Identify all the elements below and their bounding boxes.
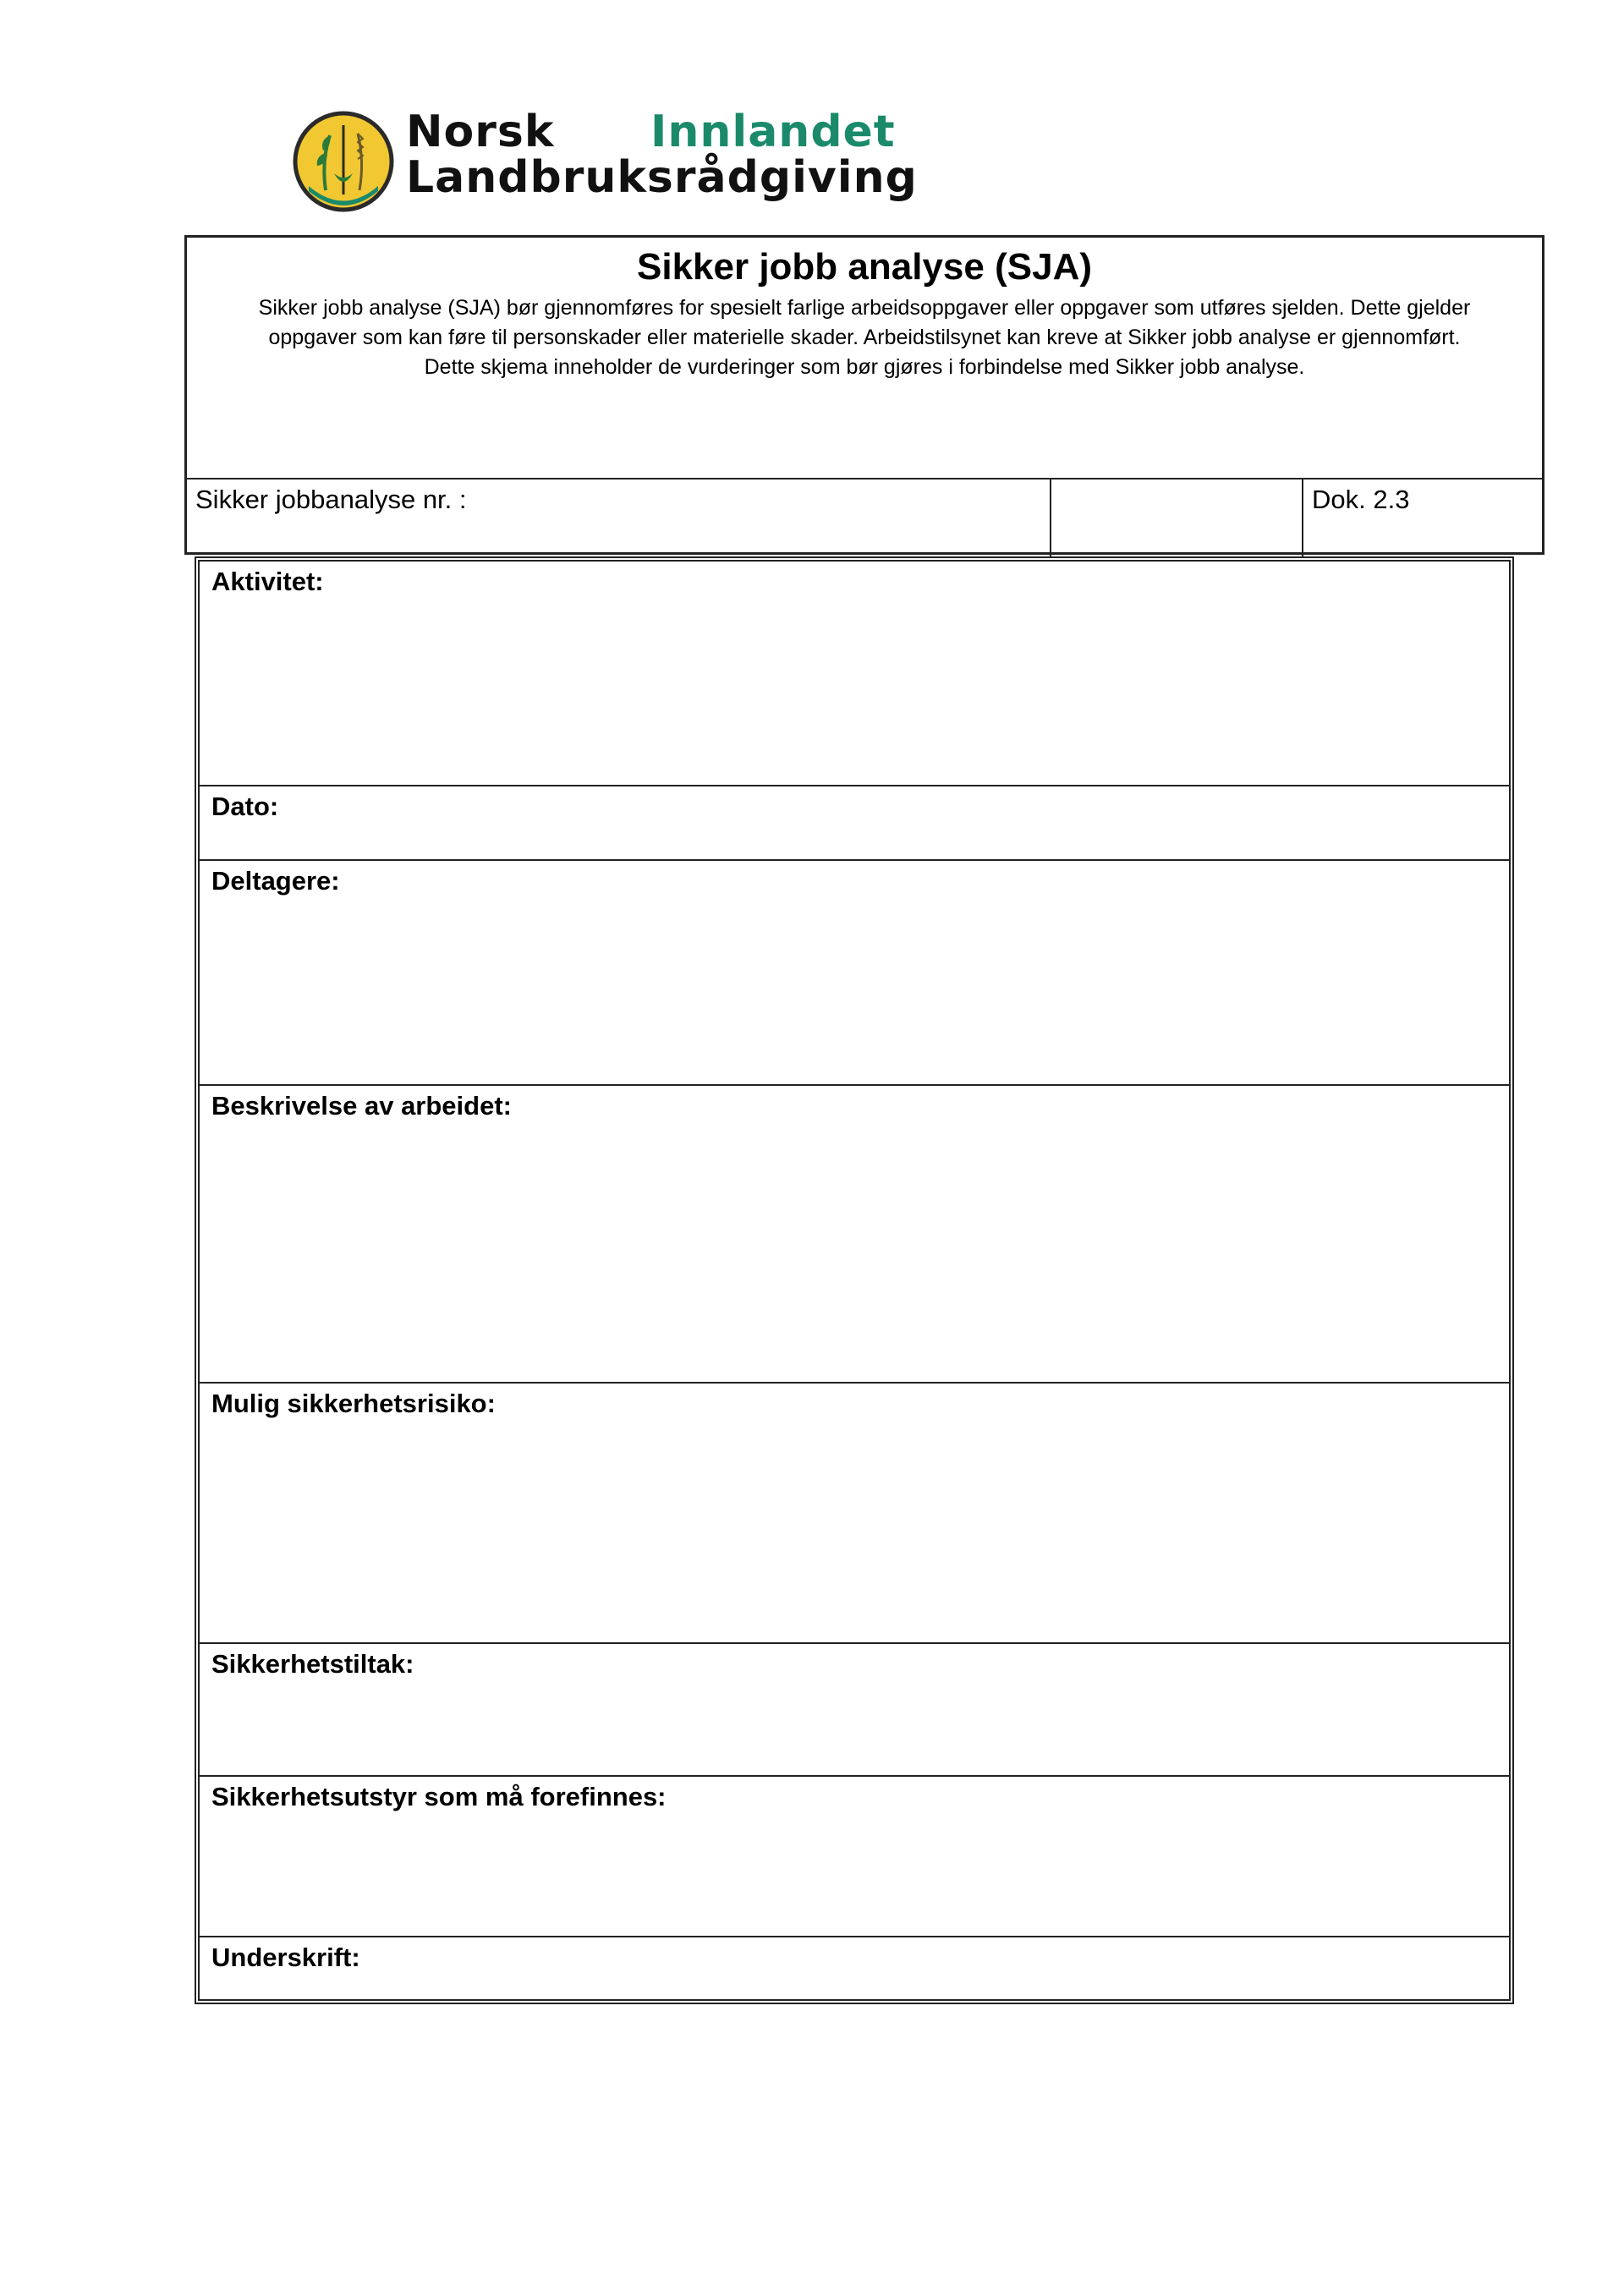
participants-field[interactable] bbox=[200, 900, 1509, 1084]
activity-field[interactable] bbox=[200, 600, 1509, 785]
field-label-description: Beskrivelse av arbeidet: bbox=[211, 1091, 512, 1121]
measures-field[interactable] bbox=[200, 1683, 1509, 1775]
risk-field[interactable] bbox=[200, 1422, 1509, 1642]
doc-ref: Dok. 2.3 bbox=[1312, 485, 1410, 514]
logo-word-landbruk: Landbruksrådgiving bbox=[406, 152, 918, 203]
form-row-signature bbox=[200, 1937, 1509, 1999]
field-label-measures: Sikkerhetstiltak: bbox=[211, 1649, 414, 1679]
analysis-number-cell bbox=[187, 479, 1051, 556]
intro-text bbox=[212, 293, 1517, 382]
wheat-leaf-emblem-icon bbox=[292, 110, 395, 213]
form-row-measures bbox=[200, 1644, 1509, 1777]
page-title: Sikker jobb analyse (SJA) bbox=[637, 246, 1092, 288]
intro-line: oppgaver som kan føre til personskader eller materielle skader. Arbeidstilsynet kan kreve at Sikker jobb analyse er gjennomført. bbox=[268, 326, 1461, 349]
signature-field[interactable] bbox=[200, 1976, 1509, 1999]
equipment-field[interactable] bbox=[200, 1816, 1509, 1936]
form-row-activity bbox=[200, 562, 1509, 786]
sja-form bbox=[195, 556, 1514, 2004]
date-field[interactable] bbox=[200, 825, 1509, 859]
field-label-risk: Mulig sikkerhetsrisiko: bbox=[211, 1389, 496, 1418]
analysis-number-field[interactable] bbox=[1051, 479, 1303, 556]
document-header bbox=[184, 235, 1544, 555]
logo-word-region: Innlandet bbox=[650, 107, 896, 157]
description-field[interactable] bbox=[200, 1125, 1509, 1382]
form-row-equipment bbox=[200, 1777, 1509, 1937]
logo-word-norsk: Norsk bbox=[406, 107, 555, 157]
field-label-equipment: Sikkerhetsutstyr som må forefinnes: bbox=[211, 1782, 667, 1811]
field-label-signature: Underskrift: bbox=[211, 1943, 360, 1972]
meta-row bbox=[187, 478, 1542, 556]
field-label-participants: Deltagere: bbox=[211, 866, 340, 896]
analysis-number-label: Sikker jobbanalyse nr. : bbox=[195, 485, 467, 514]
doc-ref-cell bbox=[1303, 479, 1542, 556]
form-row-description bbox=[200, 1086, 1509, 1384]
intro-line: Sikker jobb analyse (SJA) bør gjennomføres for spesielt farlige arbeidsoppgaver eller oppgaver som utføres sjelden. Dette gjelder bbox=[258, 296, 1471, 320]
field-label-activity: Aktivitet: bbox=[211, 567, 324, 596]
form-row-participants bbox=[200, 861, 1509, 1086]
field-label-date: Dato: bbox=[211, 792, 279, 821]
form-row-risk bbox=[200, 1384, 1509, 1644]
intro-line: Dette skjema inneholder de vurderinger som bør gjøres i forbindelse med Sikker jobb analyse. bbox=[424, 355, 1305, 379]
form-row-date bbox=[200, 786, 1509, 861]
